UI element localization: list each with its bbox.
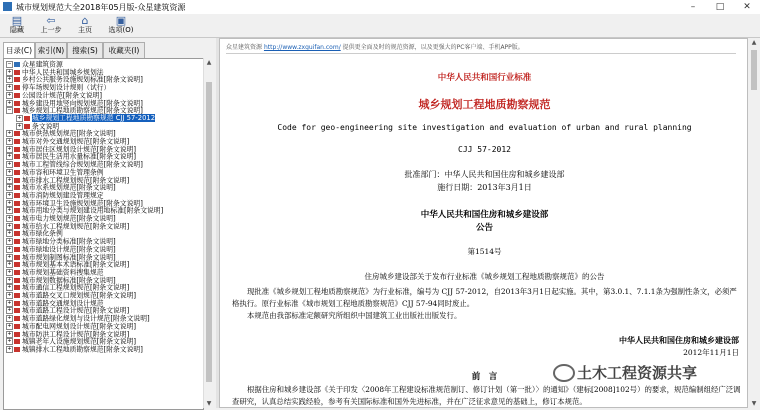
book-icon [14,201,20,206]
promo-banner: 众星建筑资源 http://www.zxguifan.com/ 提供更全面及时的规范资源，以及更强大的PC客户端、手机APP版。 [226,42,736,54]
tree-item-label: 中华人民共和国城乡规划法 [22,68,104,77]
expand-icon[interactable]: + [7,299,12,306]
expand-icon[interactable]: + [7,222,12,229]
ministry-name: 中华人民共和国住房和城乡建设部 [420,210,549,220]
tree-scroll-thumb[interactable] [206,82,212,382]
book-icon [14,93,20,98]
maximize-button[interactable]: □ [715,2,725,12]
expand-icon[interactable]: + [7,153,12,160]
expand-icon[interactable]: + [7,245,12,252]
tab-search[interactable]: 搜索(S) [67,42,103,58]
minimize-button[interactable]: – [690,2,696,12]
expand-icon[interactable]: + [7,307,12,314]
expand-icon[interactable]: + [7,168,12,175]
tree-item-label: 城市道路工程设计规范[附条文说明] [22,306,130,315]
tree-scrollbar[interactable] [203,58,214,408]
notice-number: 第1514号 [467,247,502,256]
tree-item-label: 城市规划基本术语标准[附条文说明] [22,260,130,269]
expand-icon[interactable]: + [7,207,12,214]
tree-item-label: 城市绿地分类标准[附条文说明] [22,237,116,246]
tree-item-label: 城市防洪工程设计规范[附条文说明] [22,330,130,338]
expand-icon[interactable]: + [7,268,12,275]
document-scrollbar[interactable] [748,38,760,408]
tree-item-label: 城市对外交通规划规范[附条文说明] [22,137,130,146]
tree-item-label: 乡村公共服务设施规划标准[附条文说明] [22,75,143,84]
book-icon [14,162,20,167]
toolbar [0,14,760,38]
book-icon [14,224,20,229]
book-icon [14,178,20,183]
notice-paragraph-2: 本规范由我部标准定额研究所组织中国建筑工业出版社出版发行。 [247,311,462,320]
doc-scroll-down-icon[interactable]: ▼ [751,400,757,407]
tree-item-label: 停车场规划设计规则（试行） [22,83,111,92]
tab-index[interactable]: 索引(N) [35,42,67,58]
doc-scroll-up-icon[interactable]: ▲ [751,39,757,46]
tree-item-label: 城市绿化条例 [22,229,63,238]
tree-item-label: 城市通信工程规划规范[附条文说明] [22,283,130,292]
tree-item-label: 城市配电网规划设计规范[附条文说明] [22,322,137,331]
expand-icon[interactable]: + [7,253,12,260]
notice-label: 公告 [475,223,493,233]
tab-contents[interactable]: 目录(C) [3,42,35,59]
tree-item-label: 城乡规划工程地质勘察规范[附条文说明] [22,106,143,115]
english-title: Code for geo-engineering site investigation and evaluation of urban and rural planning [277,123,692,132]
book-icon [14,193,20,198]
book-icon [14,247,20,252]
contents-tree[interactable] [3,58,204,410]
banner-link[interactable]: http://www.zxguifan.com/ [263,44,341,51]
expand-icon[interactable]: + [7,315,12,322]
tree-item-label: 城市环境卫生设施规划规范[附条文说明] [22,199,143,208]
book-icon [14,301,20,306]
expand-icon[interactable]: + [7,330,12,337]
watermark-text: 土木工程资源共享 [577,364,698,382]
book-icon [14,293,20,298]
tree-item-label: 城市道路交叉口规划规范[附条文说明] [22,291,137,300]
effective-date: 施行日期：2013年3月1日 [437,183,532,192]
back-button[interactable]: ⇦ 上一步 [40,14,62,34]
tree-item-label: 城市消防规划建设管理规定 [22,191,104,200]
scroll-down-icon[interactable]: ▼ [206,400,212,407]
book-icon [14,139,20,144]
signature-date: 2012年11月1日 [683,348,739,357]
expand-icon[interactable]: + [7,292,12,298]
tree-item-label: 城市道路绿化规划与设计规范[附条文说明] [22,314,150,323]
book-icon [14,262,20,267]
document-view [219,38,748,408]
expand-icon[interactable]: + [7,284,12,291]
tree-item-label: 城市排水工程规划规范[附条文说明] [22,176,130,184]
expand-icon[interactable]: + [7,199,12,206]
book-icon [14,332,20,337]
book-icon [14,285,20,290]
notice-title: 住房城乡建设部关于发布行业标准《城乡规划工程地质勘察规范》的公告 [364,272,605,281]
options-icon: ▣ [115,14,127,27]
tree-item-label: 城市电力规划规范[附条文说明] [22,214,116,223]
expand-icon[interactable]: + [7,238,12,245]
book-icon [14,347,20,352]
book-icon [14,62,20,67]
preface-heading: 前 言 [471,372,498,382]
book-icon [14,255,20,260]
expand-icon[interactable]: + [7,176,12,183]
navigation-panel [0,38,216,408]
book-icon [14,339,20,344]
preface-text: 根据住房和城乡建设部《关于印发〈2008年工程建设标准规范制订、修订计划（第一批）〉的通知》（建标[2008]102号）的要求，规范编制组经广泛调查研究，认真总结实践经验，参考有关国际标准和国外先进标准，并在广泛征求意见的基础上，修订本规范。 [232,385,741,406]
book-icon [14,270,20,275]
tree-item-label: 城乡规划工程地质勘察规范 CJJ 57-2012 [32,114,156,123]
expand-icon[interactable]: + [7,145,12,152]
signature: 中华人民共和国住房和城乡建设部 [619,335,739,345]
tree-item-label: 城市用地分类与规划建设用地标准[附条文说明] [22,206,164,215]
tree-item-label: 城市给水工程规划规范[附条文说明] [22,222,130,231]
book-icon [14,308,20,313]
book-icon [14,147,20,152]
expand-icon[interactable]: + [7,68,12,75]
tree-item-label: 城市供热规划规范[附条文说明] [22,129,116,138]
tree-item-label: 城市道路交通规划设计规范 [22,299,104,308]
tree-item-label: 众星建筑资源 [22,60,63,69]
app-icon [3,2,12,11]
tab-favorites[interactable]: 收藏夹(I) [103,42,145,58]
book-icon [14,101,20,106]
tree-item-label: 城市绿地设计规范[附条文说明] [22,245,116,254]
standard-code: CJJ 57-2012 [458,145,511,154]
title-bar [0,0,760,15]
book-icon [14,154,20,159]
book-icon [14,239,20,244]
expand-icon[interactable]: + [7,184,12,191]
expand-icon[interactable]: + [7,261,12,268]
expand-icon[interactable]: + [7,130,12,137]
book-icon [14,216,20,221]
expand-icon[interactable]: + [7,276,12,283]
book-icon [14,208,20,213]
document-title: 城乡规划工程地质勘察规范 [418,98,551,111]
tree-item-label: 城市居住区规划设计规范[附条文说明] [22,145,137,154]
book-icon [14,70,20,75]
expand-icon[interactable]: + [7,76,12,83]
hide-icon: ▤ [11,14,23,27]
book-icon [14,316,20,321]
expand-icon[interactable]: + [7,215,12,221]
tree-item-label: 城市居民生活用水量标准[附条文说明] [22,152,137,161]
book-icon [14,77,20,82]
notice-paragraph-1: 现批准《城乡规划工程地质勘察规范》为行业标准，编号为 CJJ 57-2012，自2013年3月1日起实施。其中，第3.0.1、7.1.1条为强制性条文，必须严格执行。原行业标准《城市规划工程地质勘察规范》CJJ 57-94同时废止。 [232,287,737,308]
expand-icon[interactable]: + [7,338,12,345]
collapse-icon[interactable]: − [7,61,12,67]
expand-icon[interactable]: + [7,345,12,352]
expand-icon[interactable]: + [7,161,12,168]
tree-item-label: 城镇老年人设施规划规范[附条文说明] [22,337,137,346]
watermark-logo-icon [553,364,575,382]
book-icon [14,85,20,90]
tree-item-label: 城市规划制图标准[附条文说明] [22,253,116,261]
tree-item-label: 条文说明 [32,122,60,131]
tree-item-label: 城市水系规划规范[附条文说明] [22,183,116,192]
window-title: 城市规划规范大全2018年05月版-众星建筑资源 [16,3,186,12]
back-arrow-icon: ⇦ [46,14,56,27]
home-button[interactable]: ⌂ 主页 [78,14,92,34]
book-icon [14,131,20,136]
options-button[interactable]: ▣ 选项(O) [108,14,134,34]
tree-item-label: 城市规划数据标准[附条文说明] [22,276,116,285]
book-icon [14,108,20,113]
tree-item-label: 城市工程管线综合规划规范[附条文说明] [22,160,143,169]
home-icon: ⌂ [81,14,89,27]
book-icon [14,231,20,236]
issuer-header: 中华人民共和国行业标准 [437,73,532,83]
book-icon [14,324,20,329]
scroll-up-icon[interactable]: ▲ [206,59,212,66]
tree-item-label: 城镇排水工程地质勘察规范[附条文说明] [22,345,143,354]
expand-icon[interactable]: + [7,91,12,98]
expand-icon[interactable]: + [17,122,22,129]
book-icon [14,170,20,175]
hide-button[interactable]: ▤ 隐藏 [10,14,24,34]
tree-item[interactable] [6,346,143,354]
document-scroll-thumb[interactable] [751,50,757,90]
close-button[interactable]: ✕ [743,2,751,12]
expand-icon[interactable]: + [17,114,22,121]
collapse-icon[interactable]: − [7,107,12,114]
expand-icon[interactable]: + [7,99,12,106]
book-icon [14,185,20,190]
approval-dept: 批准部门：中华人民共和国住房和城乡建设部 [404,170,565,179]
expand-icon[interactable]: + [7,191,12,198]
tree-item-label: 城乡建设用地竖向规划规范[附条文说明] [22,99,143,107]
expand-icon[interactable]: + [7,230,12,237]
expand-icon[interactable]: + [7,138,12,144]
book-icon [24,124,30,129]
tree-item-label: 城市规划基础资料搜集规范 [22,268,104,277]
book-icon [14,278,20,283]
expand-icon[interactable]: + [7,322,12,329]
book-icon [24,116,30,121]
watermark [553,362,760,384]
tree-item-label: 城市容和环境卫生管理条例 [22,168,104,177]
expand-icon[interactable]: + [7,84,12,91]
tree-item-label: 公园设计规范[附条文说明] [22,91,103,100]
